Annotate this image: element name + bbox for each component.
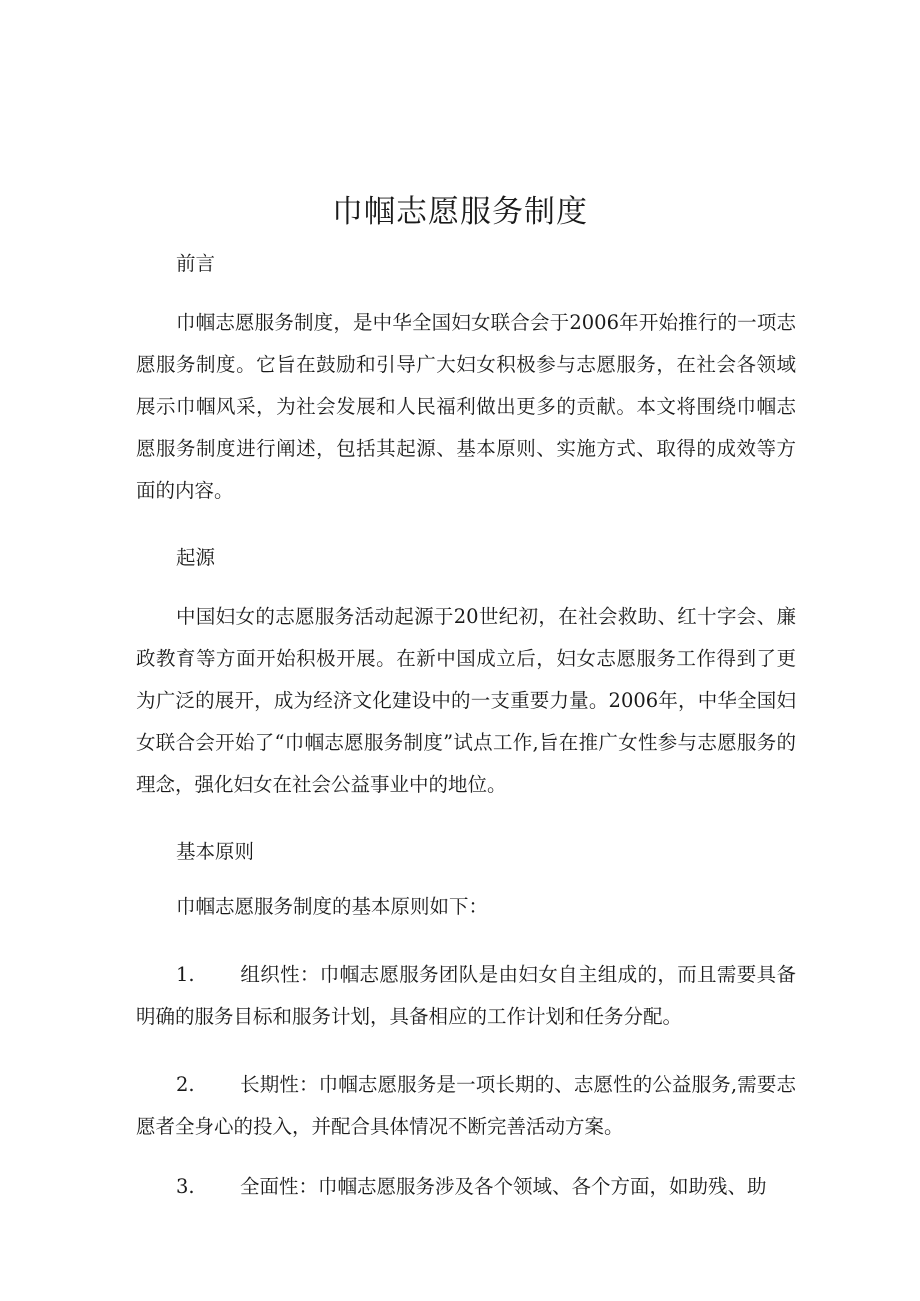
principle-item-1 <box>136 954 796 1038</box>
list-number: 1. <box>176 963 195 986</box>
origin-paragraph: 中国妇女的志愿服务活动起源于20世纪初，在社会救助、红十字会、廉政教育等方面开始积极开展。在新中国成立后，妇女志愿服务工作得到了更为广泛的展开，成为经济文化建设中的一支重要力量。2006年，中华全国妇女联合会开始了“巾帼志愿服务制度”试点工作,旨在推广女性参与志愿服务的理念，强化妇女在社会公益事业中的地位。 <box>136 605 796 796</box>
list-item-text: 全面性：巾帼志愿服务涉及各个领域、各个方面，如助残、助 <box>240 1175 767 1198</box>
principle-item-2 <box>136 1064 796 1148</box>
list-item-text: 组织性：巾帼志愿服务团队是由妇女自主组成的，而且需要具备明确的服务目标和服务计划，具备相应的工作计划和任务分配。 <box>136 963 796 1028</box>
principles-intro: 巾帼志愿服务制度的基本原则如下： <box>176 895 489 918</box>
section-heading-preface: 前言 <box>176 252 216 275</box>
list-number: 2. <box>176 1073 195 1096</box>
section-heading-origin: 起源 <box>176 546 216 569</box>
list-number: 3. <box>176 1175 195 1198</box>
document-body <box>136 244 796 1208</box>
principle-item-3 <box>136 1166 796 1208</box>
list-item-text: 长期性：巾帼志愿服务是一项长期的、志愿性的公益服务,需要志愿者全身心的投入，并配合具体情况不断完善活动方案。 <box>136 1073 796 1138</box>
section-heading-principles: 基本原则 <box>176 840 255 863</box>
preface-paragraph: 巾帼志愿服务制度，是中华全国妇女联合会于2006年开始推行的一项志愿服务制度。它旨在鼓励和引导广大妇女积极参与志愿服务，在社会各领域展示巾帼风采，为社会发展和人民福利做出更多的贡献。本文将围绕巾帼志愿服务制度进行阐述，包括其起源、基本原则、实施方式、取得的成效等方面的内容。 <box>136 311 796 502</box>
document-title: 巾帼志愿服务制度 <box>332 194 588 230</box>
